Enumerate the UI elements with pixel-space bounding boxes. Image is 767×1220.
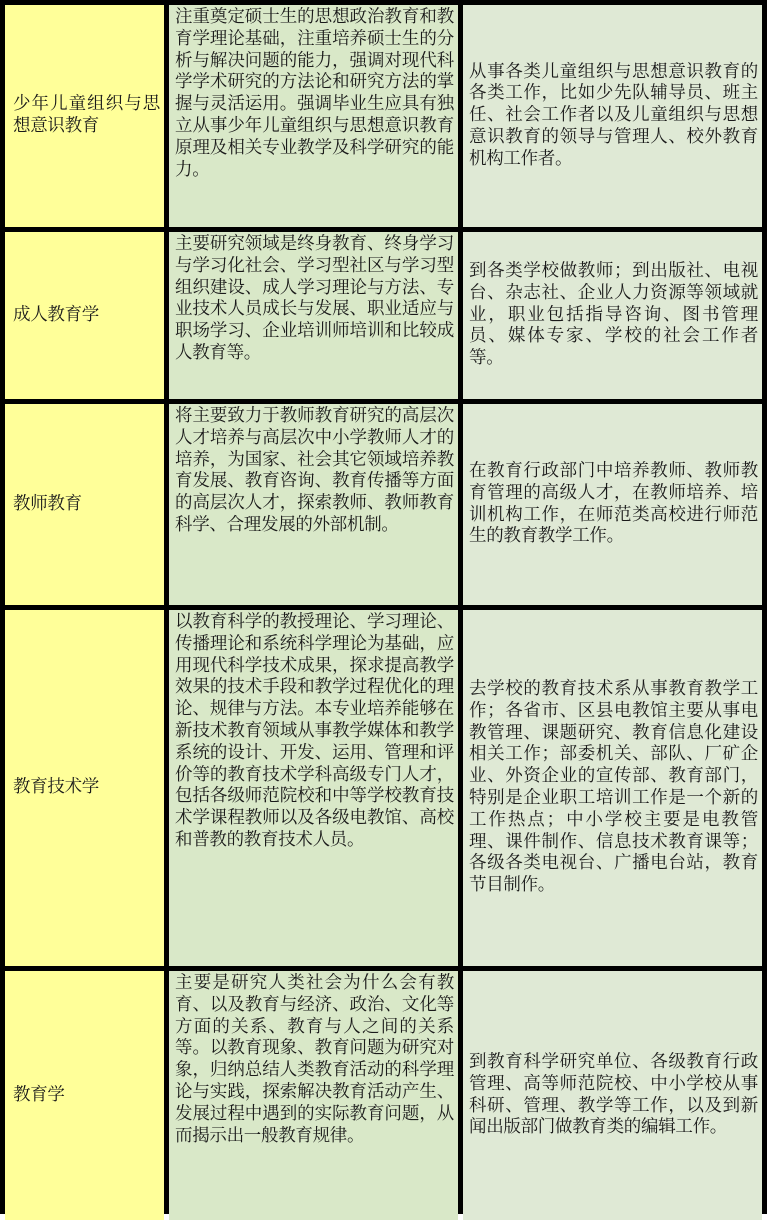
major-cell	[5, 610, 164, 966]
major-name: 少年儿童组织与思想意识教育	[13, 94, 160, 136]
career-cell	[463, 610, 762, 966]
description-cell	[169, 971, 458, 1220]
career-text: 在教育行政部门中培养教师、教师教育管理的高级人才，在教师培养、培训机构工作，在师范类高校进行师范生的教育教学工作。	[469, 460, 758, 547]
major-description: 将主要致力于教师教育研究的高层次人才培养与高层次中小学教师人才的培养，为国家、社会其它领域培养教育发展、教育咨询、教育传播等方面的高层次人才，探索教师、教师教育科学、合理发展的外部机制。	[175, 406, 454, 535]
career-cell	[463, 404, 762, 605]
major-description: 注重奠定硕士生的思想政治教育和教育学理论基础，注重培养硕士生的分析与解决问题的能力，强调对现代科学学术研究的方法论和研究方法的掌握与灵活运用。强调毕业生应具有独立从事少年儿童组织与思想意识教育原理及相关专业教学及科学研究的能力。	[175, 7, 454, 180]
major-name: 教师教育	[13, 493, 82, 514]
career-text: 从事各类儿童组织与思想意识教育的各类工作，比如少先队辅导员、班主任、社会工作者以及儿童组织与思想意识教育的领导与管理人、校外教育机构工作者。	[469, 61, 758, 169]
description-cell	[169, 610, 458, 966]
major-description: 主要是研究人类社会为什么会有教育、以及教育与经济、政治、文化等方面的关系、教育与人之间的关系等。以教育现象、教育问题为研究对象，归纳总结人类教育活动的科学理论与实践，探索解决教育活动产生、发展过程中遇到的实际教育问题，从而揭示出一般教育规律。	[175, 973, 454, 1146]
major-cell	[5, 404, 164, 605]
career-cell	[463, 971, 762, 1220]
career-cell	[463, 5, 762, 227]
major-name: 教育学	[13, 1084, 65, 1105]
major-cell	[5, 232, 164, 399]
major-name: 教育技术学	[13, 777, 99, 798]
description-cell	[169, 232, 458, 399]
major-name: 成人教育学	[13, 304, 99, 325]
major-cell	[5, 971, 164, 1220]
major-description: 以教育科学的教授理论、学习理论、传播理论和系统科学理论为基础，应用现代科学技术成果，探求提高教学效果的技术手段和教学过程优化的理论、规律与方法。本专业培养能够在新技术教育领域从事教学媒体和教学系统的设计、开发、运用、管理和评价等的教育技术学科高级专门人才，包括各级师范院校和中等学校教育技术学课程教师以及各级电教馆、高校和普教的教育技术人员。	[175, 612, 454, 850]
description-cell	[169, 404, 458, 605]
career-text: 去学校的教育技术系从事教育教学工作；各省市、区县电教馆主要从事电教管理、课题研究、教育信息化建设相关工作；部委机关、部队、厂矿企业、外资企业的宣传部、教育部门，特别是企业职工培训工作是一个新的工作热点；中小学校主要是电教管理、课件制作、信息技术教育课等；各级各类电视台、广播电台站，教育节目制作。	[469, 679, 758, 896]
career-cell	[463, 232, 762, 399]
major-description: 主要研究领域是终身教育、终身学习与学习化社会、学习型社区与学习型组织建设、成人学习理论与方法、专业技术人员成长与发展、职业适应与职场学习、企业培训师培训和比较成人教育等。	[175, 234, 454, 363]
career-text: 到各类学校做教师；到出版社、电视台、杂志社、企业人力资源等领域就业，职业包括指导咨询、图书管理员、媒体专家、学校的社会工作者等。	[469, 261, 758, 369]
description-cell	[169, 5, 458, 227]
major-cell	[5, 5, 164, 227]
career-text: 到教育科学研究单位、各级教育行政管理、高等师范院校、中小学校从事科研、管理、教学等工作，以及到新闻出版部门做教育类的编辑工作。	[469, 1051, 758, 1138]
